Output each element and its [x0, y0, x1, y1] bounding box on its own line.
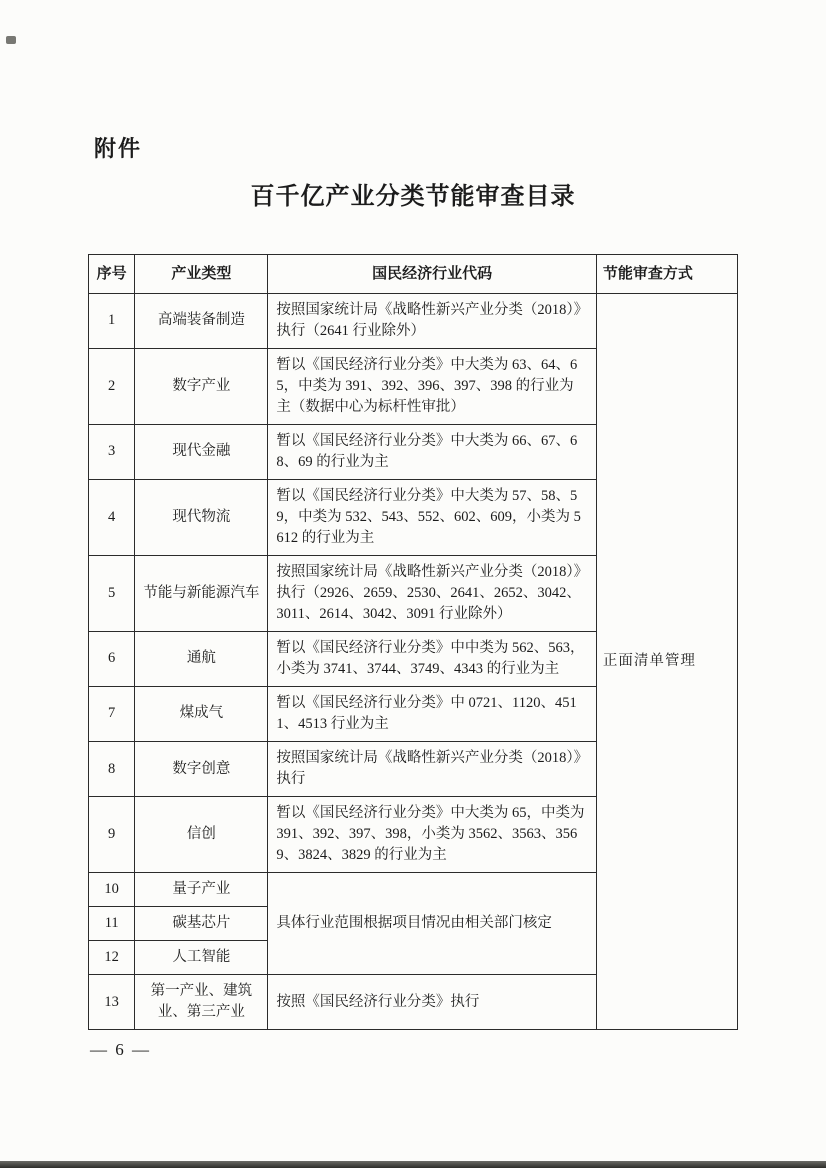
page-title: 百千亿产业分类节能审查目录 — [250, 183, 576, 210]
industry-review-table — [88, 254, 738, 1030]
cell-code: 暂以《国民经济行业分类》中大类为 65，中类为 391、392、397、398，小类为 3562、3563、3569、3824、3829 的行业为主 — [268, 797, 597, 873]
scan-edge-artifact — [0, 1161, 826, 1168]
cell-industry: 现代金融 — [135, 424, 268, 479]
cell-industry: 节能与新能源汽车 — [135, 555, 268, 631]
header-no: 序号 — [89, 255, 135, 294]
header-industry-type: 产业类型 — [135, 255, 268, 294]
cell-no: 1 — [89, 293, 135, 348]
cell-no: 6 — [89, 631, 135, 686]
scan-artifact — [6, 36, 16, 44]
cell-code: 暂以《国民经济行业分类》中大类为 66、67、68、69 的行业为主 — [268, 424, 597, 479]
cell-code: 按照国家统计局《战略性新兴产业分类（2018）》执行 — [268, 742, 597, 797]
cell-industry: 煤成气 — [135, 686, 268, 741]
cell-no: 2 — [89, 348, 135, 424]
cell-industry: 数字产业 — [135, 348, 268, 424]
cell-industry: 现代物流 — [135, 479, 268, 555]
cell-industry: 通航 — [135, 631, 268, 686]
cell-no: 8 — [89, 742, 135, 797]
cell-review-method: 正面清单管理 — [596, 293, 737, 1029]
cell-code: 按照国家统计局《战略性新兴产业分类（2018）》执行（2926、2659、2530、2641、2652、3042、3011、2614、3042、3091 行业除外） — [268, 555, 597, 631]
cell-industry: 第一产业、建筑业、第三产业 — [135, 975, 268, 1030]
cell-no: 3 — [89, 424, 135, 479]
cell-code: 暂以《国民经济行业分类》中中类为 562、563，小类为 3741、3744、3749、4343 的行业为主 — [268, 631, 597, 686]
cell-industry: 高端装备制造 — [135, 293, 268, 348]
page-number: — 6 — — [90, 1040, 151, 1059]
cell-code-merged: 具体行业范围根据项目情况由相关部门核定 — [268, 873, 597, 975]
cell-no: 4 — [89, 479, 135, 555]
cell-industry: 数字创意 — [135, 742, 268, 797]
cell-no: 10 — [89, 873, 135, 907]
table-header-row — [89, 255, 738, 294]
cell-industry: 人工智能 — [135, 941, 268, 975]
table-row — [89, 293, 738, 348]
cell-no: 13 — [89, 975, 135, 1030]
cell-code: 暂以《国民经济行业分类》中大类为 57、58、59，中类为 532、543、552、602、609，小类为 5612 的行业为主 — [268, 479, 597, 555]
header-industry-code: 国民经济行业代码 — [268, 255, 597, 294]
cell-no: 12 — [89, 941, 135, 975]
attachment-label: 附件 — [94, 136, 143, 161]
cell-code: 按照国家统计局《战略性新兴产业分类（2018）》执行（2641 行业除外） — [268, 293, 597, 348]
header-review-method: 节能审查方式 — [596, 255, 737, 294]
cell-code: 暂以《国民经济行业分类》中 0721、1120、4511、4513 行业为主 — [268, 686, 597, 741]
cell-industry: 碳基芯片 — [135, 907, 268, 941]
cell-no: 9 — [89, 797, 135, 873]
cell-industry: 量子产业 — [135, 873, 268, 907]
cell-no: 5 — [89, 555, 135, 631]
cell-industry: 信创 — [135, 797, 268, 873]
cell-code: 按照《国民经济行业分类》执行 — [268, 975, 597, 1030]
cell-no: 11 — [89, 907, 135, 941]
cell-code: 暂以《国民经济行业分类》中大类为 63、64、65，中类为 391、392、396、397、398 的行业为主（数据中心为标杆性审批） — [268, 348, 597, 424]
cell-no: 7 — [89, 686, 135, 741]
